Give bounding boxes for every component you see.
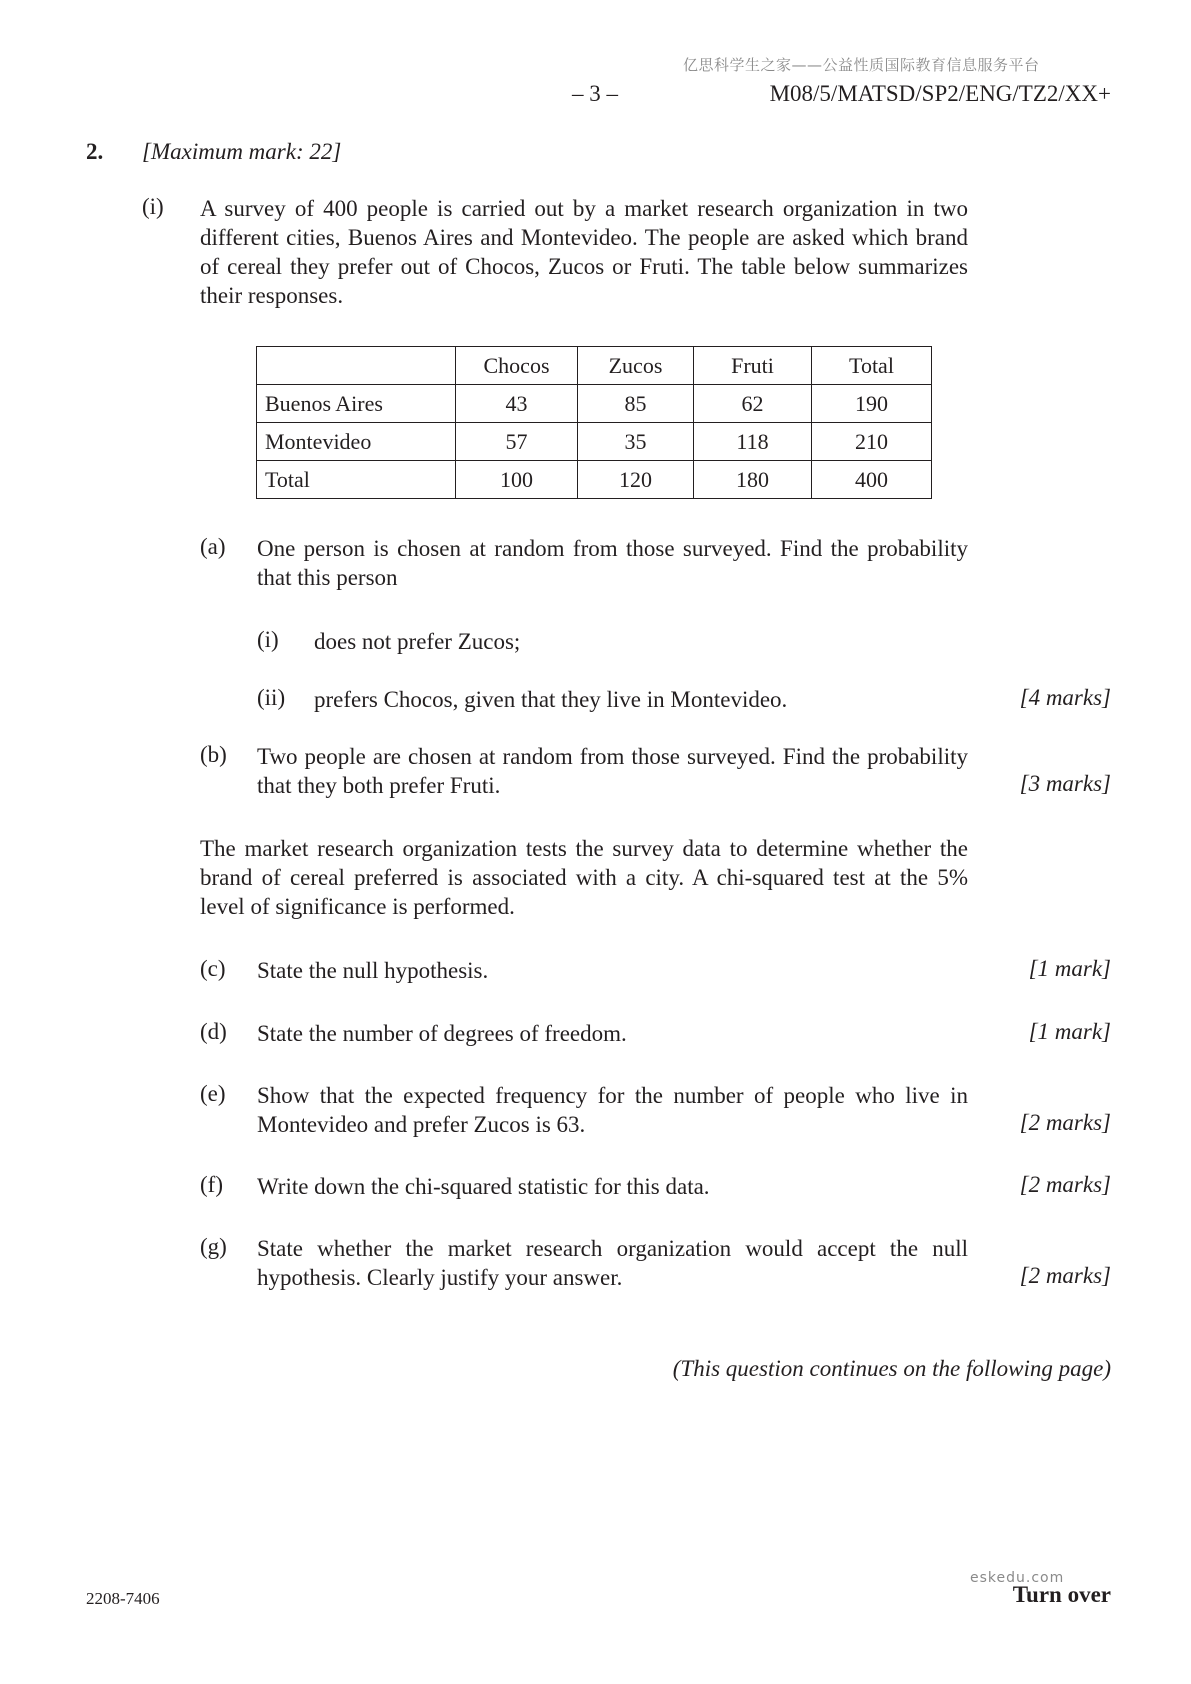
part-g-label: (g) [200, 1234, 227, 1259]
table-cell: 120 [578, 461, 694, 499]
table-header-cell: Zucos [578, 347, 694, 385]
part-b-marks: [3 marks] [1019, 771, 1111, 796]
table-header-row [257, 347, 932, 385]
part-i-label: (i) [142, 194, 164, 219]
part-a-label: (a) [200, 534, 226, 559]
header-watermark: 亿思科学生之家——公益性质国际教育信息服务平台 [683, 56, 1040, 74]
table-cell: Montevideo [257, 423, 456, 461]
part-b-label: (b) [200, 742, 227, 767]
footer-watermark: eskedu.com [970, 1570, 1065, 1586]
part-f-label: (f) [200, 1172, 223, 1197]
table-cell: 190 [812, 385, 932, 423]
table-cell: 85 [578, 385, 694, 423]
part-f-marks: [2 marks] [1019, 1172, 1111, 1197]
max-mark: [Maximum mark: 22] [142, 139, 342, 164]
table-cell: 400 [812, 461, 932, 499]
part-a-text: One person is chosen at random from those surveyed. Find the probability that this person [257, 536, 968, 590]
part-d-text: State the number of degrees of freedom. [257, 1021, 627, 1046]
table-header-cell [257, 347, 456, 385]
part-e-marks: [2 marks] [1019, 1110, 1111, 1135]
survey-table [256, 346, 932, 499]
table-cell: Buenos Aires [257, 385, 456, 423]
chi-squared-intro: The market research organization tests the survey data to determine whether the brand of cereal preferred is associated with a city. A chi-squared test at the 5% level of significance is performed. [200, 836, 968, 919]
table-row [257, 423, 932, 461]
part-a-ii-text: prefers Chocos, given that they live in Montevideo. [314, 687, 788, 712]
question-number: 2. [86, 139, 104, 164]
table-header-cell: Total [812, 347, 932, 385]
part-e-label: (e) [200, 1081, 226, 1106]
table-cell: 35 [578, 423, 694, 461]
table-cell: 100 [456, 461, 578, 499]
part-g-text: State whether the market research organization would accept the null hypothesis. Clearly justify your answer. [257, 1236, 968, 1290]
table-cell: 180 [694, 461, 812, 499]
table-cell: 62 [694, 385, 812, 423]
table-header-cell: Chocos [456, 347, 578, 385]
table-cell: 118 [694, 423, 812, 461]
table-row [257, 461, 932, 499]
part-a-i-label: (i) [257, 627, 279, 652]
part-a-i-text: does not prefer Zucos; [314, 629, 521, 654]
part-d-marks: [1 mark] [1028, 1019, 1111, 1044]
page-number: – 3 – [572, 81, 618, 106]
footer-code: 2208-7406 [86, 1589, 160, 1608]
part-a-ii-label: (ii) [257, 685, 286, 710]
continues-note: (This question continues on the following page) [672, 1356, 1111, 1381]
table-cell: Total [257, 461, 456, 499]
turn-over: Turn over [1012, 1582, 1111, 1607]
part-c-marks: [1 mark] [1028, 956, 1111, 981]
exam-code: M08/5/MATSD/SP2/ENG/TZ2/XX+ [769, 81, 1111, 106]
table-cell: 210 [812, 423, 932, 461]
survey-intro: A survey of 400 people is carried out by a market research organization in two different cities, Buenos Aires and Montevideo. The people are asked which brand of cereal they prefer out of Chocos, Zucos or Fruti. The table below summarizes their responses. [200, 196, 968, 308]
part-b-text: Two people are chosen at random from those surveyed. Find the probability that they both prefer Fruti. [257, 744, 968, 798]
table-row [257, 385, 932, 423]
part-g-marks: [2 marks] [1019, 1263, 1111, 1288]
table-header-cell: Fruti [694, 347, 812, 385]
table-cell: 43 [456, 385, 578, 423]
part-c-label: (c) [200, 956, 226, 981]
part-d-label: (d) [200, 1019, 227, 1044]
table-cell: 57 [456, 423, 578, 461]
part-c-text: State the null hypothesis. [257, 958, 489, 983]
part-e-text: Show that the expected frequency for the number of people who live in Montevideo and prefer Zucos is 63. [257, 1083, 968, 1137]
part-f-text: Write down the chi-squared statistic for this data. [257, 1174, 710, 1199]
part-a-marks: [4 marks] [1019, 685, 1111, 710]
